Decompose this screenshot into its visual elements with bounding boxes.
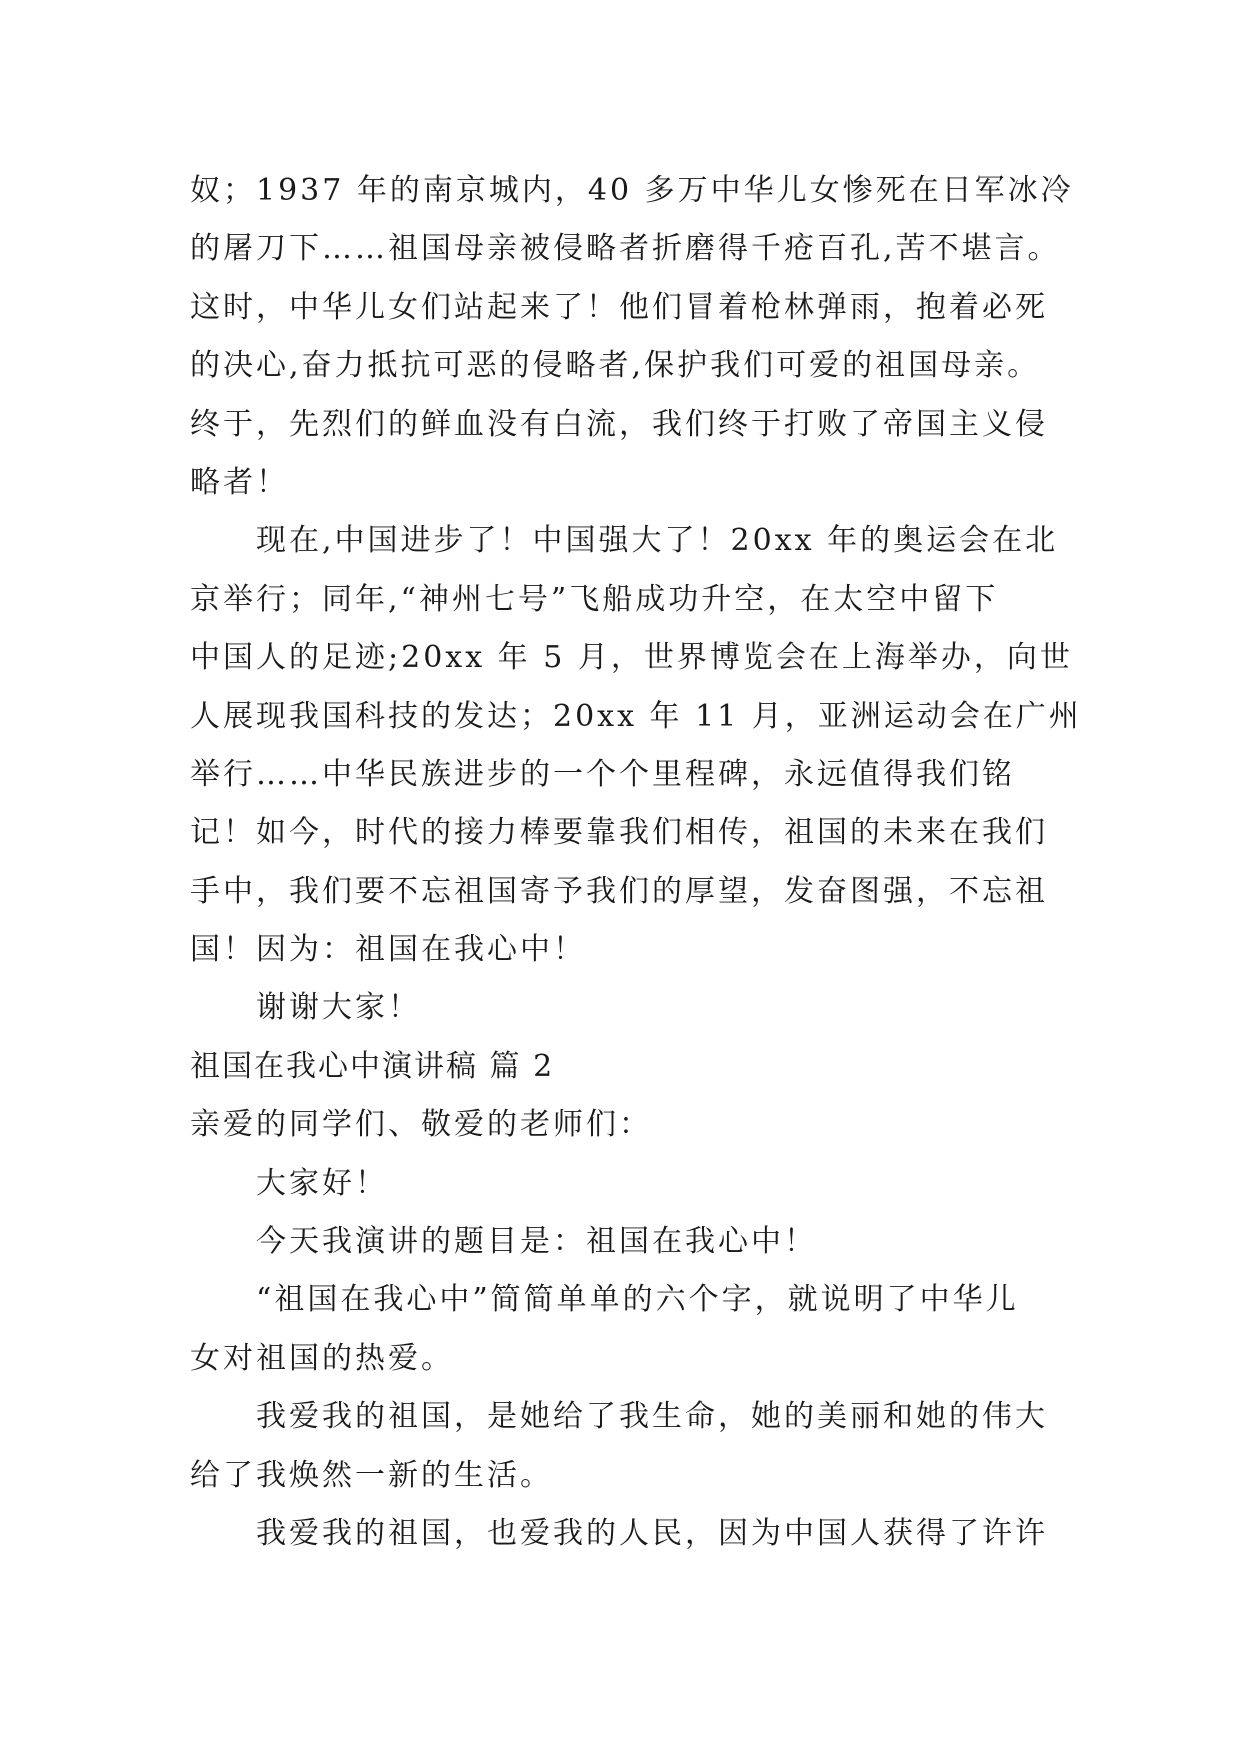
- salutation-line: 亲爱的同学们、敬爱的老师们：: [190, 1107, 652, 1143]
- paragraph-start-line: 现在,中国进步了！中国强大了！20xx 年的奥运会在北: [256, 523, 1059, 559]
- text-line: 的决心,奋力抵抗可恶的侵略者,保护我们可爱的祖国母亲。: [190, 348, 1041, 384]
- paragraph-start-line: “祖国在我心中”简简单单的六个字，就说明了中华儿: [256, 1282, 1019, 1318]
- text-line: 手中，我们要不忘祖国寄予我们的厚望，发奋图强，不忘祖: [190, 873, 1048, 909]
- paragraph-start-line: 我爱我的祖国，也爱我的人民，因为中国人获得了许许: [256, 1515, 1048, 1551]
- text-line: 京举行；同年,“神州七号”飞船成功升空，在太空中留下: [190, 581, 999, 617]
- text-line: 略者！: [190, 464, 289, 500]
- text-line: 给了我焕然一新的生活。: [190, 1457, 553, 1493]
- paragraph-start-line: 我爱我的祖国，是她给了我生命，她的美丽和她的伟大: [256, 1399, 1048, 1435]
- text-line: 终于，先烈们的鲜血没有白流，我们终于打败了帝国主义侵: [190, 406, 1048, 442]
- closing-line: 谢谢大家！: [256, 990, 421, 1026]
- text-line: 中国人的足迹;20xx 年 5 月，世界博览会在上海举办，向世: [190, 640, 1073, 676]
- paragraph-start-line: 今天我演讲的题目是：祖国在我心中！: [256, 1224, 817, 1260]
- text-line: 国！因为：祖国在我心中！: [190, 932, 586, 968]
- text-line: 奴；1937 年的南京城内，40 多万中华儿女惨死在日军冰冷: [190, 173, 1074, 208]
- text-line: 人展现我国科技的发达；20xx 年 11 月，亚洲运动会在广州: [190, 698, 1082, 734]
- document-body: [190, 162, 1090, 1563]
- text-line: 记！如今，时代的接力棒要靠我们相传，祖国的未来在我们: [190, 815, 1048, 851]
- section-title: 祖国在我心中演讲稿 篇 2: [190, 1048, 555, 1084]
- text-line: 女对祖国的热爱。: [190, 1340, 454, 1376]
- text-line: 举行……中华民族进步的一个个里程碑，永远值得我们铭: [190, 756, 1015, 792]
- text-line: 的屠刀下……祖国母亲被侵略者折磨得千疮百孔,苦不堪言。: [190, 231, 1061, 267]
- greeting-line: 大家好！: [256, 1165, 388, 1201]
- text-line: 这时，中华儿女们站起来了！他们冒着枪林弹雨，抱着必死: [190, 289, 1048, 325]
